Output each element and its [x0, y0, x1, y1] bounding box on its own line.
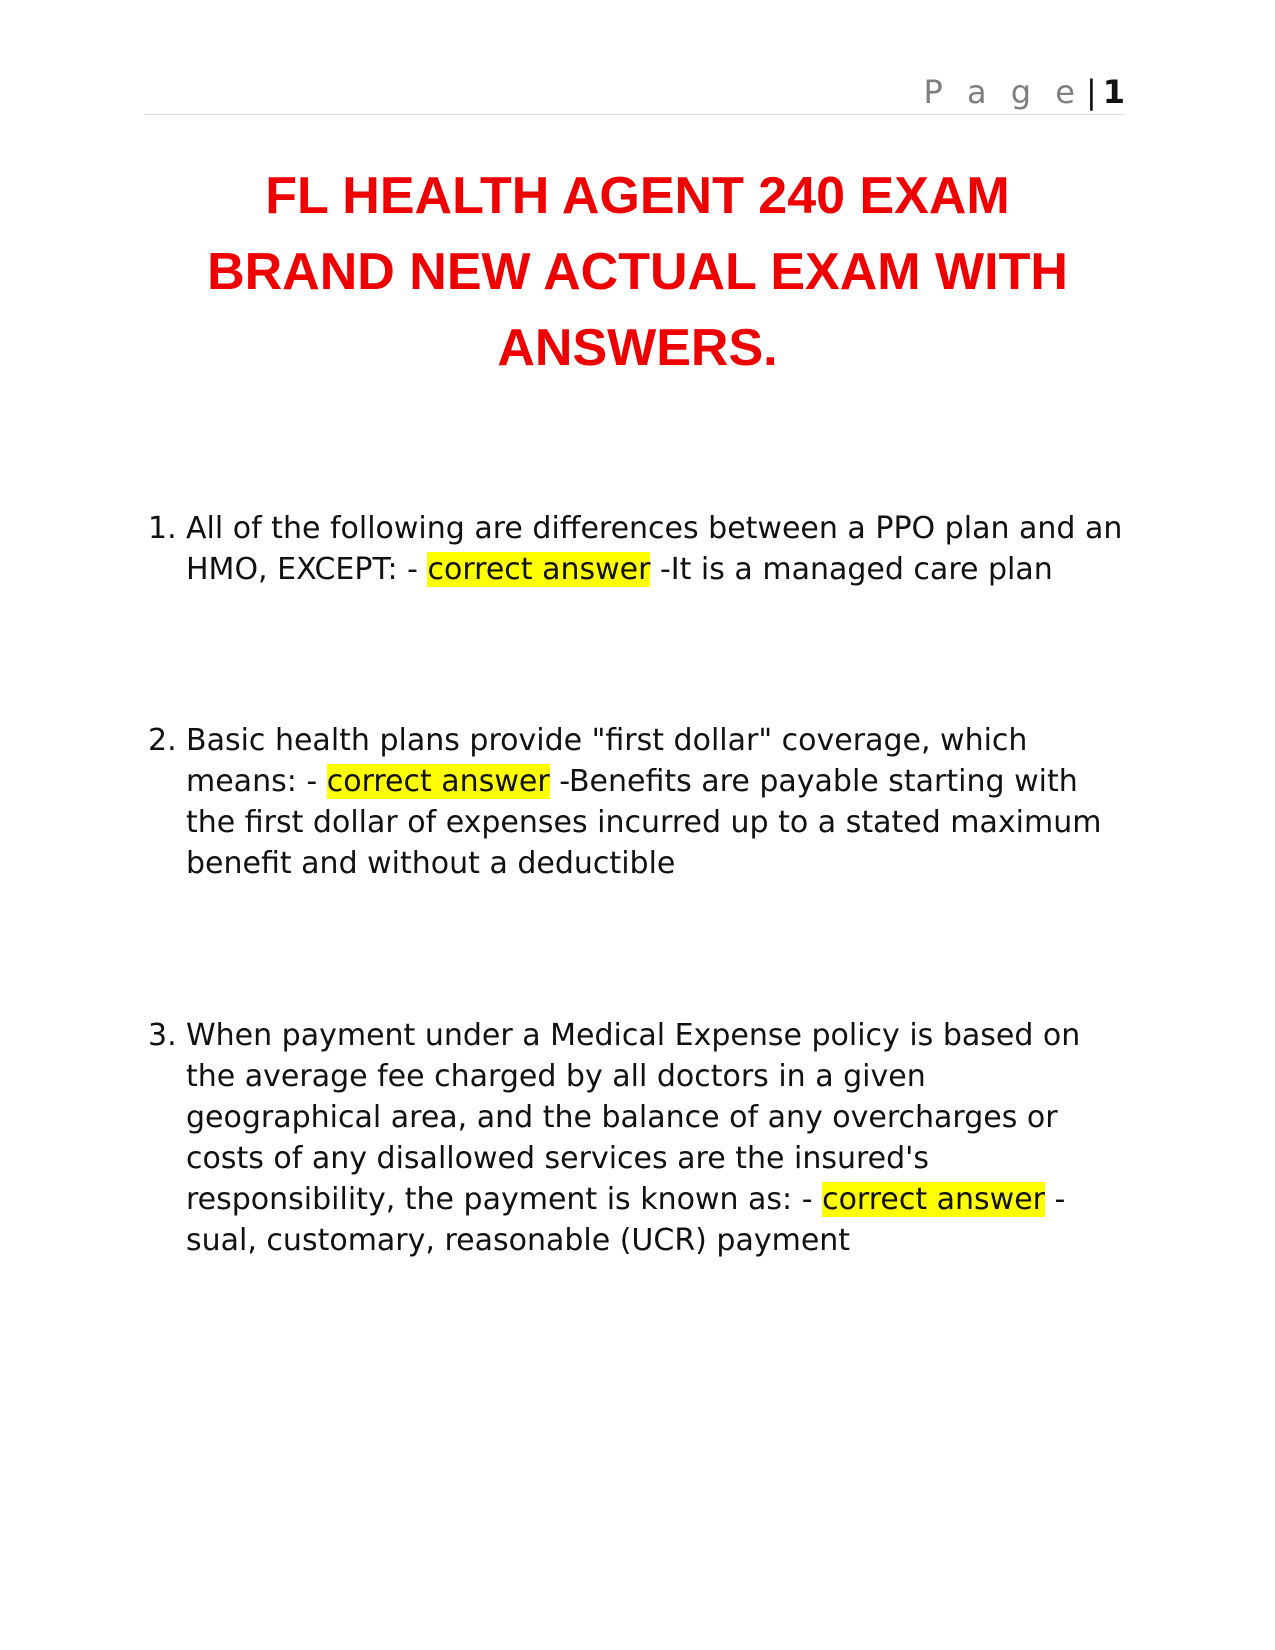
page-word: P a g e: [923, 73, 1082, 111]
answer-text: -It is a managed care plan: [650, 552, 1053, 587]
answer-text: -Benefits are payable starting with the first dollar of expenses incurred up to a stated maximum benefit and without a deductible: [186, 764, 1102, 881]
question-number: 3.: [148, 1018, 177, 1053]
question-prompt: Basic health plans provide "first dollar" coverage, which means: -: [186, 723, 1028, 799]
correct-answer-highlight: correct answer: [427, 552, 651, 587]
question-prompt: When payment under a Medical Expense policy is based on the average fee charged by all doctors in a given geographical area, and the balance of any overcharges or costs of any disallowed services are the insured's responsibility, the payment is known as: -: [186, 1018, 1081, 1217]
question-item: [148, 720, 1128, 884]
page-digit: 1: [1102, 73, 1125, 111]
page-header: [145, 70, 1125, 115]
question-item: [148, 508, 1128, 590]
title-line-2: BRAND NEW ACTUAL EXAM WITH: [207, 243, 1068, 301]
page-number-label: [924, 72, 1125, 112]
document-title: [150, 158, 1125, 386]
question-number: 2.: [148, 723, 177, 758]
title-line-1: FL HEALTH AGENT 240 EXAM: [265, 167, 1010, 225]
question-body: [186, 1015, 1128, 1261]
correct-answer-highlight: correct answer: [326, 764, 550, 799]
question-item: [148, 1015, 1128, 1261]
answer-text: -sual, customary, reasonable (UCR) payment: [186, 1182, 1066, 1258]
question-prompt: All of the following are differences between a PPO plan and an HMO, EXCEPT: -: [186, 511, 1123, 587]
question-body: [186, 508, 1128, 590]
title-line-3: ANSWERS.: [497, 319, 778, 377]
question-body: [186, 720, 1128, 884]
question-number: 1.: [148, 511, 177, 546]
correct-answer-highlight: correct answer: [822, 1182, 1046, 1217]
page-separator: |: [1085, 73, 1097, 111]
